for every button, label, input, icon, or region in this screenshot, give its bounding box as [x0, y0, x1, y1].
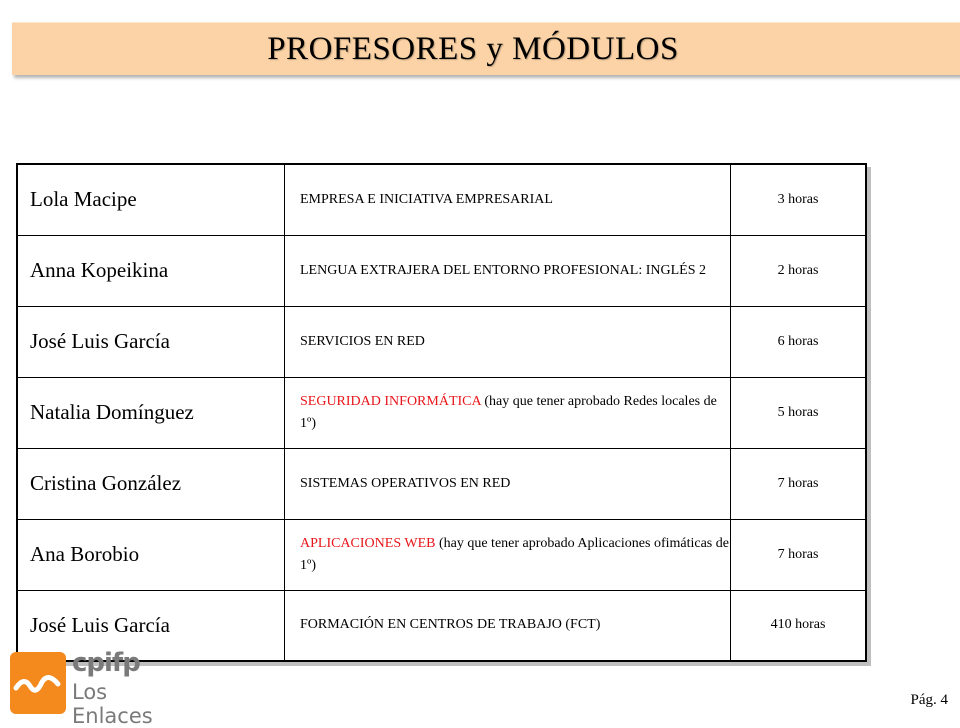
table-row	[17, 306, 866, 377]
module-name: FORMACIÓN EN CENTROS DE TRABAJO (FCT)	[300, 617, 601, 633]
page-title: PROFESORES y MÓDULOS	[267, 30, 679, 67]
teachers-modules-table	[16, 163, 867, 662]
module-cell	[285, 164, 731, 235]
hours-cell: 410 horas	[731, 590, 867, 661]
module-cell	[285, 235, 731, 306]
page-number: Pág. 4	[910, 692, 948, 708]
table-row	[17, 519, 866, 590]
teacher-name: Ana Borobio	[17, 519, 285, 590]
module-cell	[285, 519, 731, 590]
module-prerequisite-note: (hay que tener aprobado Redes locales de 1º)	[300, 393, 717, 431]
table-row	[17, 590, 866, 661]
module-name-highlight: SEGURIDAD INFORMÁTICA	[300, 393, 481, 409]
logo-mark-icon	[10, 652, 66, 714]
hours-cell: 3 horas	[731, 164, 867, 235]
table-row	[17, 235, 866, 306]
module-name: EMPRESA E INICIATIVA EMPRESARIAL	[300, 191, 553, 207]
teacher-name: Cristina González	[17, 448, 285, 519]
table-row	[17, 164, 866, 235]
hours-cell: 7 horas	[731, 448, 867, 519]
logo-wave-icon	[10, 652, 66, 714]
title-bar	[12, 22, 960, 75]
module-name: SERVICIOS EN RED	[300, 333, 425, 349]
module-prerequisite-note: (hay que tener aprobado Aplicaciones ofimáticas de 1º)	[300, 535, 729, 573]
module-cell	[285, 590, 731, 661]
table-row	[17, 448, 866, 519]
module-name: LENGUA EXTRAJERA DEL ENTORNO PROFESIONAL: INGLÉS 2	[300, 262, 706, 278]
teacher-name: Anna Kopeikina	[17, 235, 285, 306]
logo-brand: cpifp	[72, 648, 140, 678]
teacher-name: Lola Macipe	[17, 164, 285, 235]
hours-cell: 5 horas	[731, 377, 867, 448]
teacher-name: José Luis García	[17, 306, 285, 377]
teacher-name: José Luis García	[17, 590, 285, 661]
hours-cell: 2 horas	[731, 235, 867, 306]
cpifp-logo	[10, 648, 182, 728]
hours-cell: 6 horas	[731, 306, 867, 377]
logo-subtitle: Los Enlaces	[72, 680, 153, 728]
module-cell	[285, 377, 731, 448]
table-row	[17, 377, 866, 448]
module-name: SISTEMAS OPERATIVOS EN RED	[300, 475, 511, 491]
module-name-highlight: APLICACIONES WEB	[300, 535, 436, 551]
teacher-name: Natalia Domínguez	[17, 377, 285, 448]
hours-cell: 7 horas	[731, 519, 867, 590]
title-bar-clip	[0, 0, 960, 100]
module-cell	[285, 448, 731, 519]
module-cell	[285, 306, 731, 377]
